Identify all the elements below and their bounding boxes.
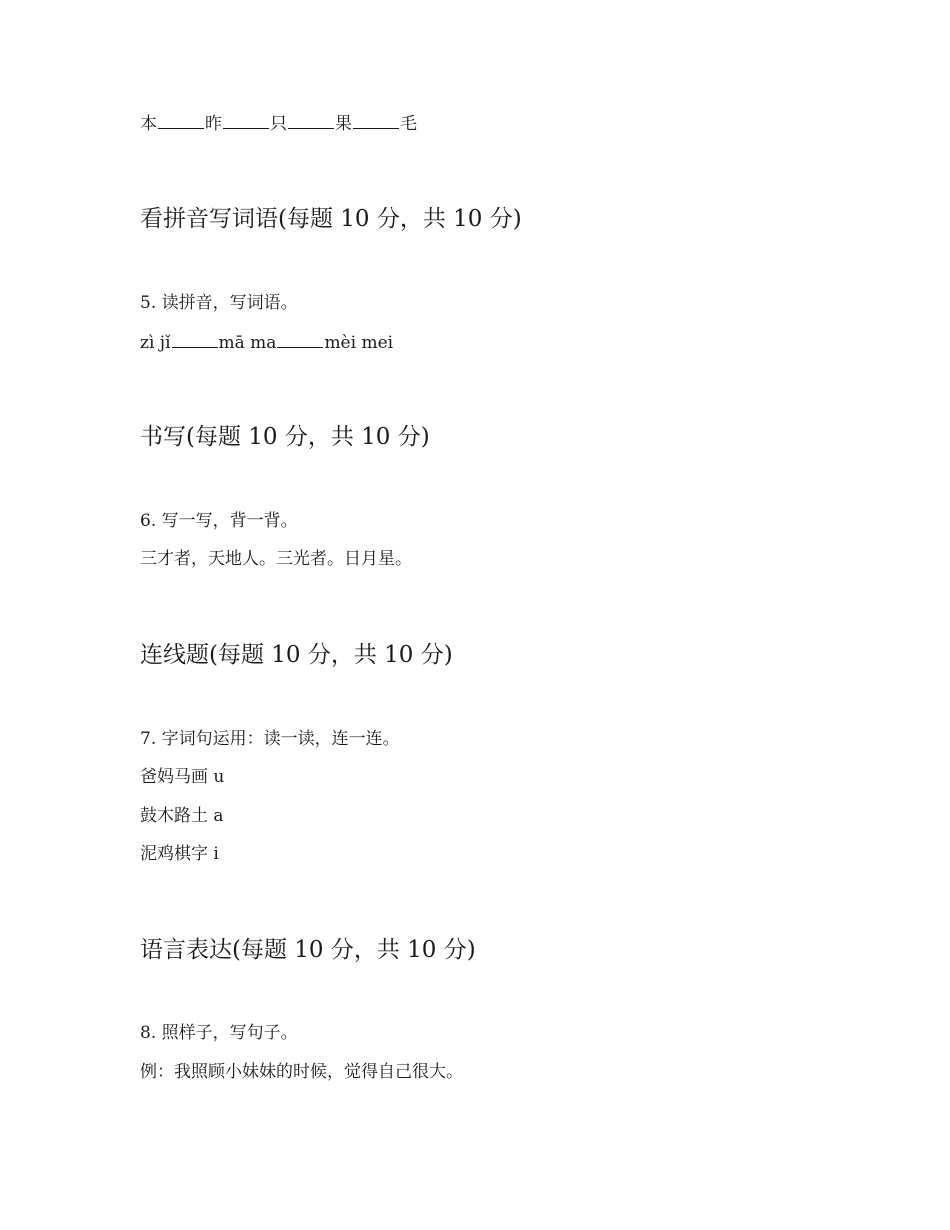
pinyin-blank-2[interactable] bbox=[277, 331, 323, 348]
example-line: 例：我照顾小妹妹的时候，觉得自己很大。 bbox=[140, 1062, 463, 1082]
section-heading-writing: 书写(每题 10 分，共 10 分) bbox=[140, 424, 430, 450]
pinyin-1: zì jǐ bbox=[140, 333, 171, 353]
blank-3[interactable] bbox=[288, 112, 334, 129]
char-4: 果 bbox=[335, 114, 352, 134]
pinyin-3: mèi mei bbox=[324, 333, 394, 353]
match-line-2: 鼓木路土 a bbox=[140, 806, 224, 826]
question-7: 7. 字词句运用：读一读，连一连。 bbox=[140, 729, 400, 749]
fill-in-row bbox=[140, 112, 417, 135]
question-6: 6. 写一写，背一背。 bbox=[140, 511, 298, 531]
pinyin-blank-1[interactable] bbox=[172, 331, 218, 348]
section-heading-expression: 语言表达(每题 10 分，共 10 分) bbox=[140, 937, 476, 963]
question-8: 8. 照样子，写句子。 bbox=[140, 1023, 298, 1043]
char-1: 本 bbox=[140, 114, 157, 134]
match-line-1: 爸妈马画 u bbox=[140, 767, 225, 787]
char-2: 昨 bbox=[205, 114, 222, 134]
section-heading-pinyin: 看拼音写词语(每题 10 分，共 10 分) bbox=[140, 206, 522, 232]
question-5: 5. 读拼音，写词语。 bbox=[140, 293, 298, 313]
pinyin-row bbox=[140, 331, 393, 354]
text-line: 三才者，天地人。三光者。日月星。 bbox=[140, 549, 412, 569]
blank-1[interactable] bbox=[158, 112, 204, 129]
section-heading-matching: 连线题(每题 10 分，共 10 分) bbox=[140, 642, 453, 668]
char-3: 只 bbox=[270, 114, 287, 134]
blank-4[interactable] bbox=[353, 112, 399, 129]
blank-2[interactable] bbox=[223, 112, 269, 129]
char-5: 毛 bbox=[400, 114, 417, 134]
match-line-3: 泥鸡棋字 i bbox=[140, 844, 219, 864]
pinyin-2: mā ma bbox=[218, 333, 277, 353]
